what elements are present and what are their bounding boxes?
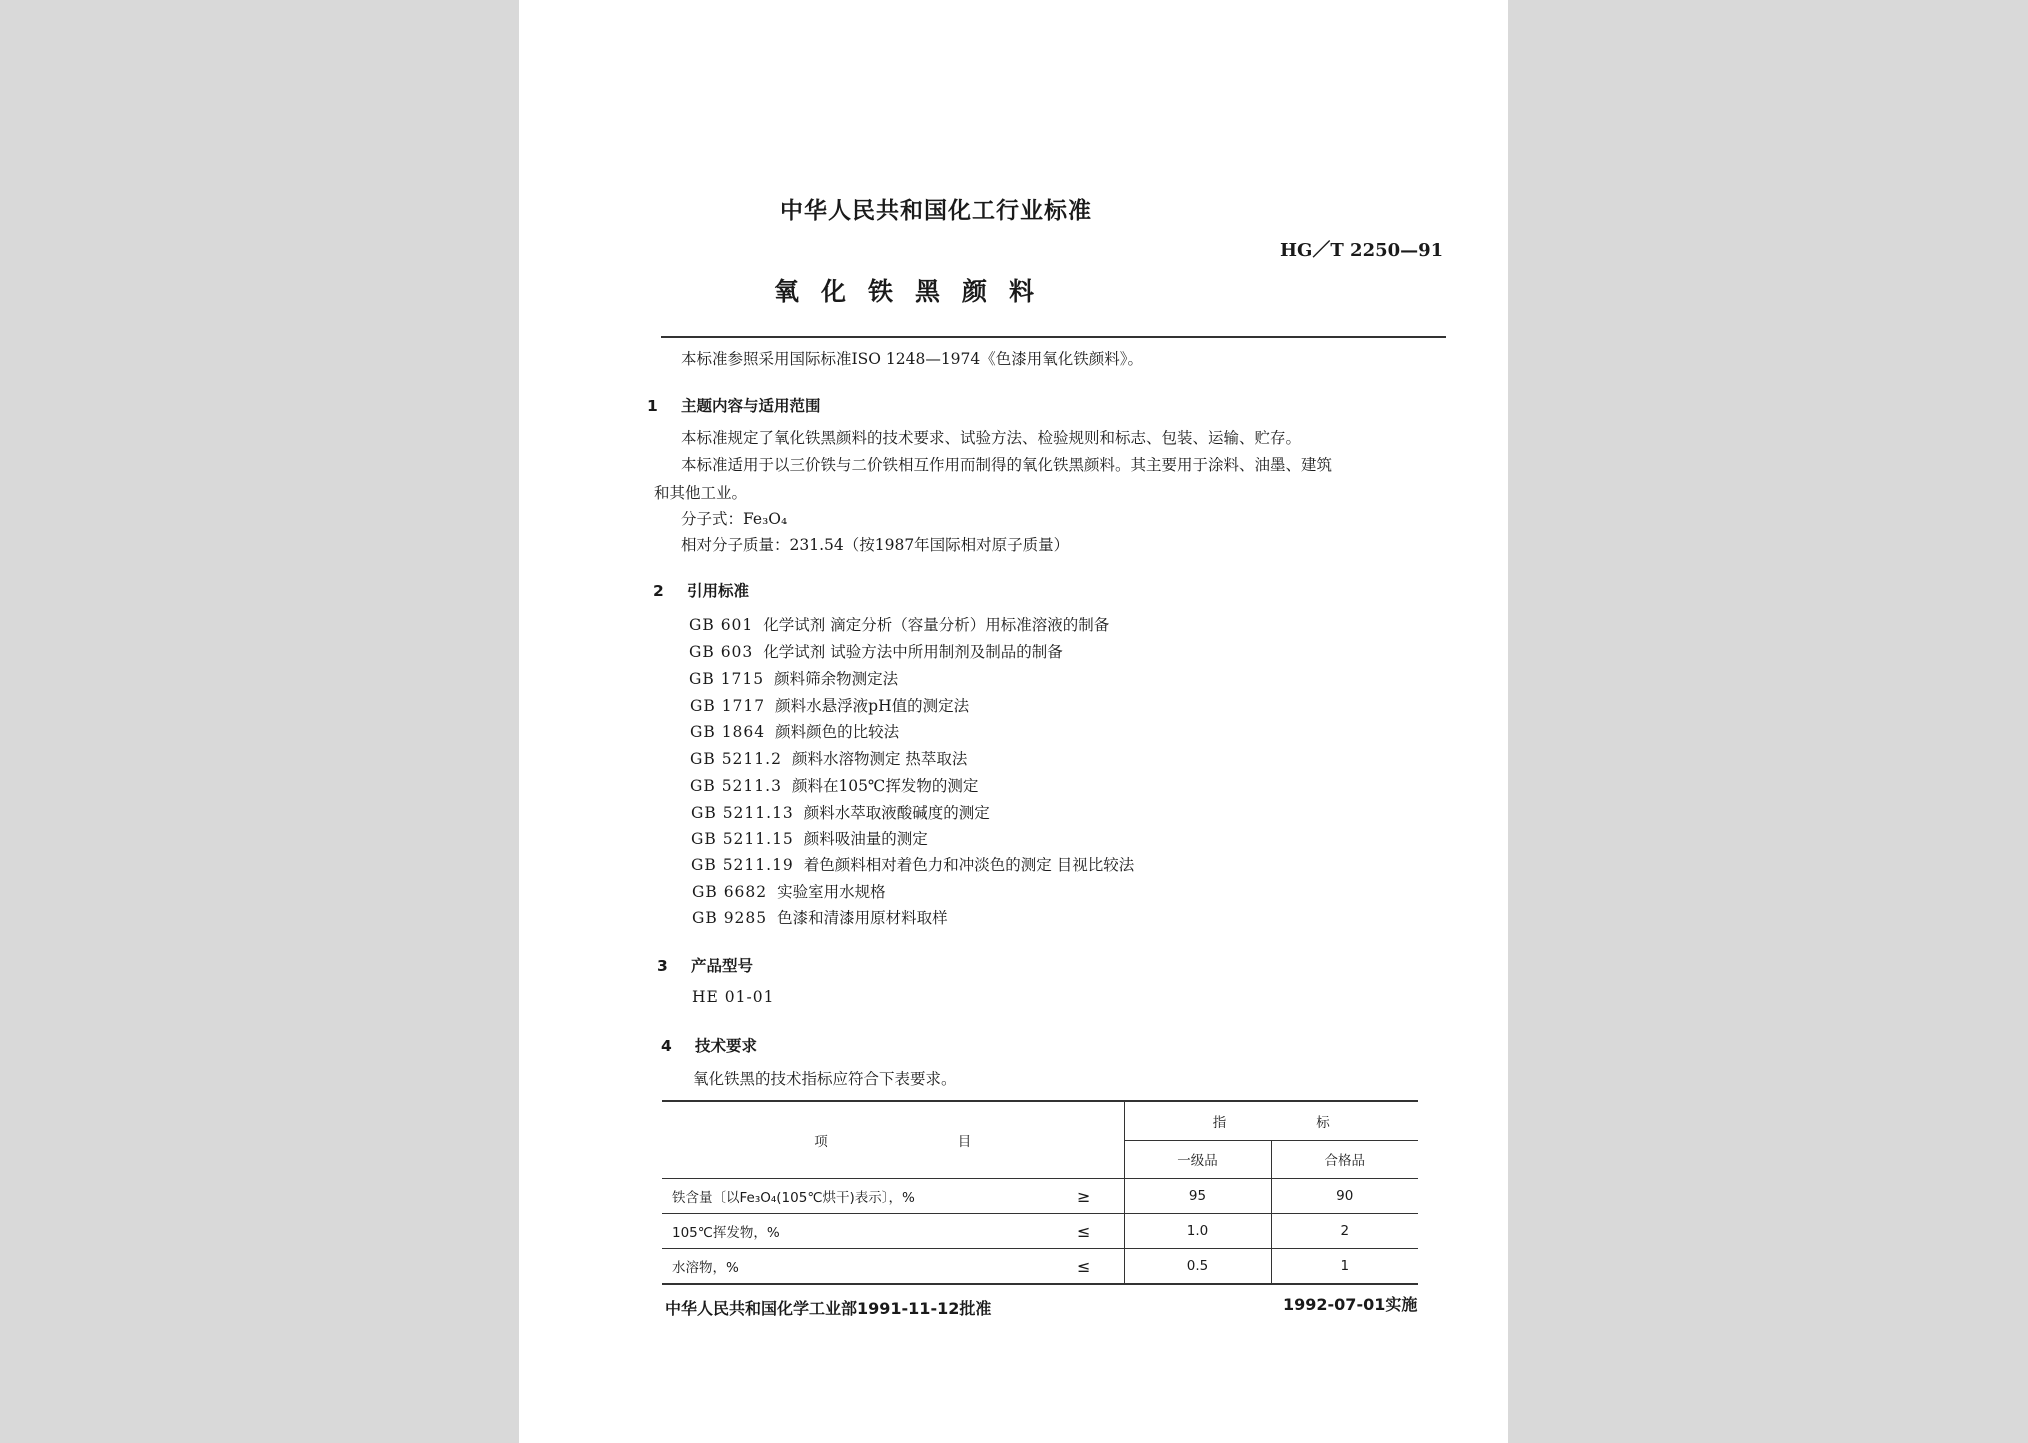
reference-item: [690, 720, 899, 742]
document-page: [519, 0, 1508, 1443]
section-number: 3: [657, 957, 668, 975]
specification-table: [662, 1100, 1418, 1285]
reference-title: 颜料在105℃挥发物的测定: [791, 777, 979, 795]
molecular-formula: 分子式：Fe₃O₄: [681, 510, 788, 528]
approval-statement: 中华人民共和国化学工业部1991-11-12批准: [665, 1299, 992, 1318]
table-comparator-cell: ≤: [1044, 1249, 1124, 1285]
grade2-header: 合格品: [1271, 1140, 1418, 1178]
item-column-header: [662, 1101, 1124, 1179]
item-header-char: 项: [814, 1134, 828, 1150]
reference-title: 色漆和清漆用原材料取样: [777, 909, 948, 927]
standard-code: HG／T 2250—91: [1280, 240, 1444, 261]
molecular-mass: 相对分子质量：231.54（按1987年国际相对原子质量）: [681, 536, 1070, 554]
table-grade1-cell: 1.0: [1124, 1214, 1271, 1249]
table-item-cell: 105℃挥发物，%: [662, 1214, 1044, 1249]
reference-code: GB 5211.2: [690, 750, 782, 768]
product-model: HE 01-01: [692, 988, 775, 1006]
reference-title: 颜料吸油量的测定: [803, 830, 928, 848]
intro-paragraph: 本标准参照采用国际标准ISO 1248—1974《色漆用氧化铁颜料》。: [681, 350, 1144, 368]
section-4-heading: [661, 1034, 757, 1056]
reference-title: 颜料筛余物测定法: [774, 670, 899, 688]
reference-item: [692, 880, 886, 902]
reference-item: [692, 906, 948, 928]
item-header-char: 目: [957, 1134, 972, 1150]
section-3-heading: [657, 954, 753, 976]
reference-code: GB 603: [689, 643, 754, 661]
reference-title: 化学试剂 试验方法中所用制剂及制品的制备: [763, 643, 1063, 661]
reference-code: GB 5211.13: [691, 804, 794, 822]
section-1-paragraph-2: 本标准适用于以三价铁与二价铁相互作用而制得的氧化铁黑颜料。其主要用于涂料、油墨、建筑: [681, 456, 1333, 474]
reference-title: 颜料颜色的比较法: [775, 723, 900, 741]
table-grade1-cell: 95: [1124, 1179, 1271, 1214]
section-4-lead: 氧化铁黑的技术指标应符合下表要求。: [693, 1070, 957, 1088]
grade1-header: 一级品: [1124, 1140, 1271, 1178]
reference-item: [690, 774, 978, 796]
table-comparator-cell: ≥: [1044, 1179, 1124, 1214]
index-column-header: [1124, 1101, 1418, 1140]
table-row: [662, 1179, 1418, 1214]
table-item-cell: 铁含量〔以Fe₃O₄(105℃烘干)表示〕，%: [662, 1179, 1044, 1214]
reference-item: [691, 853, 1134, 875]
reference-title: 实验室用水规格: [777, 883, 886, 901]
reference-item: [689, 640, 1063, 662]
reference-title: 颜料水溶物测定 热萃取法: [791, 750, 968, 768]
table-grade2-cell: 90: [1271, 1179, 1418, 1214]
reference-title: 化学试剂 滴定分析（容量分析）用标准溶液的制备: [763, 616, 1110, 634]
table-grade2-cell: 2: [1271, 1214, 1418, 1249]
table-header-row: [662, 1101, 1418, 1140]
reference-title: 颜料水萃取液酸碱度的测定: [803, 804, 990, 822]
section-number: 4: [661, 1037, 672, 1055]
section-title: 主题内容与适用范围: [681, 397, 821, 415]
section-title: 技术要求: [695, 1037, 758, 1055]
reference-code: GB 1717: [690, 697, 766, 715]
reference-code: GB 5211.19: [691, 856, 794, 874]
index-header-char: 标: [1316, 1114, 1330, 1131]
reference-item: [691, 827, 928, 849]
reference-item: [690, 747, 967, 769]
section-number: 1: [647, 397, 658, 415]
reference-item: [691, 801, 990, 823]
reference-code: GB 601: [689, 616, 754, 634]
section-title: 引用标准: [687, 582, 750, 600]
reference-code: GB 6682: [692, 883, 768, 901]
reference-code: GB 5211.15: [691, 830, 794, 848]
effective-date: 1992-07-01实施: [1283, 1295, 1418, 1314]
reference-item: [689, 667, 898, 689]
reference-title: 颜料水悬浮液pH值的测定法: [775, 697, 970, 715]
issuing-body-title: 中华人民共和国化工行业标准: [780, 198, 1092, 224]
reference-code: GB 9285: [692, 909, 768, 927]
reference-code: GB 1864: [690, 723, 766, 741]
index-header-char: 指: [1212, 1114, 1227, 1131]
section-number: 2: [653, 582, 664, 600]
table-comparator-cell: ≤: [1044, 1214, 1124, 1249]
table-row: [662, 1214, 1418, 1249]
section-1-heading: [647, 394, 821, 416]
table-grade2-cell: 1: [1271, 1249, 1418, 1285]
section-title: 产品型号: [691, 957, 754, 975]
reference-code: GB 5211.3: [690, 777, 782, 795]
section-2-heading: [653, 579, 749, 601]
table-item-cell: 水溶物，%: [662, 1249, 1044, 1285]
reference-item: [690, 694, 969, 716]
header-rule: [661, 336, 1446, 338]
table-grade1-cell: 0.5: [1124, 1249, 1271, 1285]
reference-title: 着色颜料相对着色力和冲淡色的测定 目视比较法: [803, 856, 1135, 874]
document-title: 氧化铁黑颜料: [774, 277, 1057, 306]
reference-item: [689, 613, 1109, 635]
table-row: [662, 1249, 1418, 1285]
section-1-paragraph-1: 本标准规定了氧化铁黑颜料的技术要求、试验方法、检验规则和标志、包装、运输、贮存。: [681, 429, 1302, 447]
section-1-paragraph-2-cont: 和其他工业。: [654, 484, 748, 502]
reference-code: GB 1715: [689, 670, 765, 688]
